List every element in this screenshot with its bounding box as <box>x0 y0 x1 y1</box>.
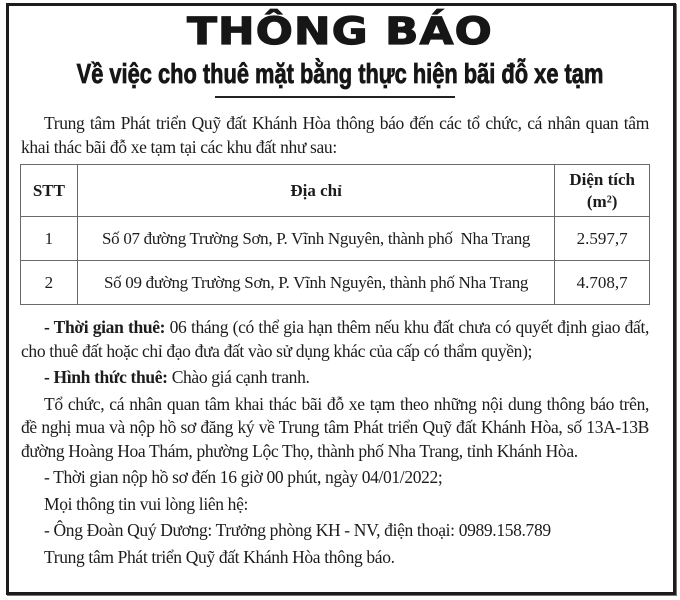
row-address: Số 09 đường Trường Sơn, P. Vĩnh Nguyên, thành phố Nha Trang <box>77 261 555 305</box>
contact-person: - Ông Đoàn Quý Dương: Trưởng phòng KH - NV, điện thoại: 0989.158.789 <box>44 520 551 540</box>
table-header-row <box>21 165 650 217</box>
header-address: Địa chỉ <box>77 165 555 217</box>
header-area-unit: (m²) <box>586 191 618 211</box>
lease-form-label: - Hình thức thuê: <box>44 367 168 387</box>
row-address: Số 07 đường Trường Sơn, P. Vĩnh Nguyên, thành phố Nha Trang <box>77 217 555 261</box>
application-paragraph: Tổ chức, cá nhân quan tâm khai thác bãi đỗ xe tạm theo những nội dung thông báo trên, đề nghị mua và nộp hồ sơ đăng ký về Trung tâm Phát triển Quỹ đất Khánh Hòa, số 13A-13B đường Hoàng Hoa Thám, phường Lộc Thọ, thành phố Nha Trang, tỉnh Khánh Hòa. <box>21 393 649 461</box>
title-divider <box>215 96 455 98</box>
intro-section <box>21 112 649 159</box>
row-area: 2.597,7 <box>555 217 650 261</box>
lease-period-label: - Thời gian thuê: <box>44 317 166 337</box>
land-table-container <box>20 164 650 305</box>
header-stt: STT <box>21 165 78 217</box>
terms-section <box>21 316 649 569</box>
lease-period-value: 06 tháng (có thể gia hạn thêm nếu khu đất chưa có quyết định giao đất, cho thuê đất hoặc chỉ đạo đưa đất vào sử dụng khác của cấp có thẩm quyền); <box>21 317 649 361</box>
intro-paragraph: Trung tâm Phát triển Quỹ đất Khánh Hòa thông báo đến các tổ chức, cá nhân quan tâm khai thác bãi đỗ xe tạm tại các khu đất như sau: <box>21 113 649 157</box>
table-row <box>21 217 650 261</box>
header-area <box>555 165 650 217</box>
deadline-line: - Thời gian nộp hồ sơ đến 16 giờ 00 phút, ngày 04/01/2022; <box>44 467 443 487</box>
land-table <box>20 164 650 305</box>
table-row <box>21 261 650 305</box>
notice-title: THÔNG BÁO <box>187 10 493 53</box>
row-stt: 1 <box>21 217 78 261</box>
row-area: 4.708,7 <box>555 261 650 305</box>
notice-subtitle: Về việc cho thuê mặt bằng thực hiện bãi đỗ xe tạm <box>76 58 604 89</box>
lease-form-value: Chào giá cạnh tranh. <box>167 367 310 387</box>
contact-intro: Mọi thông tin vui lòng liên hệ: <box>44 493 249 514</box>
lease-form <box>21 366 649 390</box>
header-area-label: Diện tích <box>569 169 635 189</box>
row-stt: 2 <box>21 261 78 305</box>
lease-period <box>21 316 649 363</box>
closing-line: Trung tâm Phát triển Quỹ đất Khánh Hòa thông báo. <box>44 546 395 567</box>
